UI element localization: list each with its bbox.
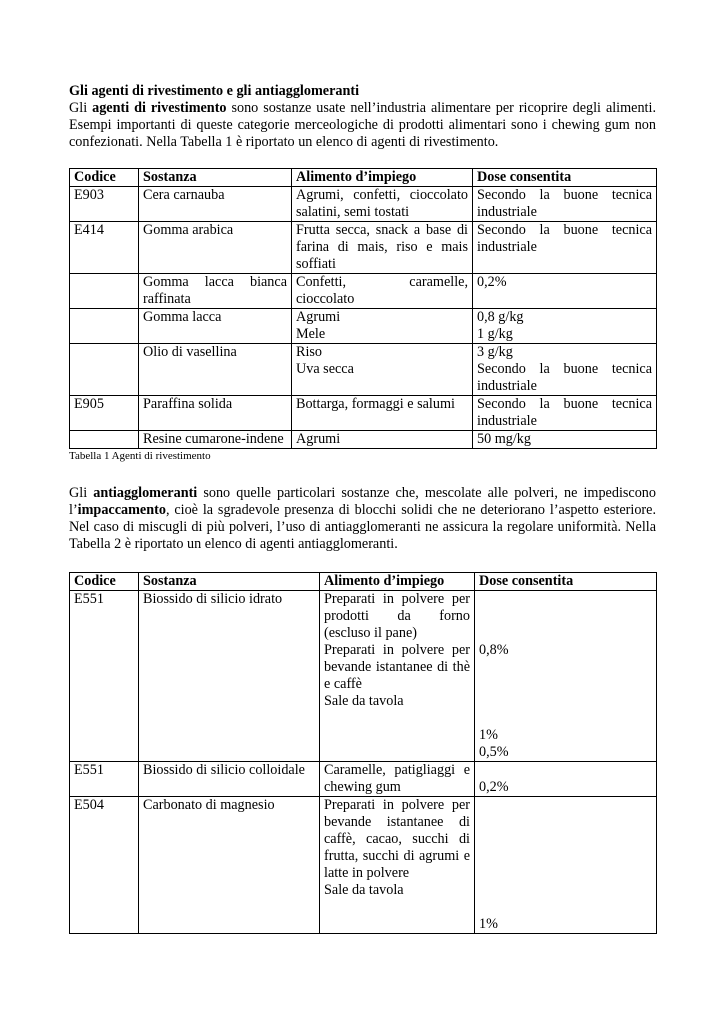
- table-row: [70, 396, 657, 431]
- cell-food: Bottarga, formaggi e salumi: [292, 396, 473, 431]
- anticaking-text-c: , cioè la sgradevole presenza di blocchi solidi che ne deteriorano l’aspetto esteriore. Nel caso di miscugli di più polveri, l’uso di antiagglomeranti ne assicura la regolare uniformità. Nella Tabella 2 è riportato un elenco di agenti antiagglomeranti.: [69, 502, 656, 552]
- cell-dose: [473, 344, 657, 396]
- cell-substance: Resine cumarone-indene: [139, 431, 292, 449]
- cell-food: Agrumi, confetti, cioccolato salatini, semi tostati: [292, 187, 473, 222]
- table-row: [70, 431, 657, 449]
- table-row: [70, 274, 657, 309]
- dose-line: 1%: [479, 916, 498, 932]
- cell-dose: 50 mg/kg: [473, 431, 657, 449]
- dose-line: Secondo la buone tecnica industriale: [477, 361, 652, 394]
- cell-code: E905: [70, 396, 139, 431]
- food-line: Riso: [296, 344, 323, 360]
- dose-line: 3 g/kg: [477, 344, 513, 360]
- dose-line: 0,8%: [479, 642, 509, 658]
- anticaking-bold-term: antiagglomeranti: [93, 485, 198, 501]
- cell-food: Frutta secca, snack a base di farina di mais, riso e mais soffiati: [292, 222, 473, 274]
- table-row: [70, 309, 657, 344]
- cell-dose: 0,2%: [473, 274, 657, 309]
- anticaking-text-a: Gli: [69, 485, 94, 501]
- intro-bold-term: agenti di rivestimento: [92, 100, 227, 116]
- food-line: Caramelle, patigliaggi e chewing gum: [324, 762, 470, 795]
- cell-code: E551: [70, 591, 139, 762]
- dose-line: 0,2%: [479, 779, 509, 795]
- coating-agents-table: [69, 168, 657, 449]
- header-substance: Sostanza: [139, 169, 292, 187]
- cell-code: [70, 309, 139, 344]
- dose-line: 1 g/kg: [477, 326, 513, 342]
- dose-line: 1%: [479, 727, 498, 743]
- cell-substance: Gomma lacca bianca raffinata: [139, 274, 292, 309]
- intro-text-b: sono sostanze usate nell’industria alimentare per ricoprire degli alimenti. Esempi importanti di queste categorie merceologiche di prodotti alimentari sono i chewing gum non confezionati. Nella Tabella 1 è riportato un elenco di agenti di rivestimento.: [69, 100, 656, 150]
- food-line: Uva secca: [296, 361, 354, 377]
- cell-dose: [473, 309, 657, 344]
- header-code: Codice: [70, 573, 139, 591]
- intro-text-a: Gli: [69, 100, 93, 116]
- header-food: Alimento d’impiego: [292, 169, 473, 187]
- food-line: Preparati in polvere per bevande istantanee di thè e caffè: [324, 642, 470, 692]
- table-row: [70, 344, 657, 396]
- cell-substance: Cera carnauba: [139, 187, 292, 222]
- cell-food: [320, 762, 475, 797]
- table-row: [70, 762, 657, 797]
- cell-substance: Gomma arabica: [139, 222, 292, 274]
- cell-dose: Secondo la buone tecnica industriale: [473, 396, 657, 431]
- header-dose: Dose consentita: [475, 573, 657, 591]
- cell-code: [70, 431, 139, 449]
- cell-food: [320, 797, 475, 934]
- cell-dose: [475, 797, 657, 934]
- food-line: Preparati in polvere per prodotti da forno (escluso il pane): [324, 591, 470, 641]
- cell-dose: [475, 591, 657, 762]
- cell-code: [70, 274, 139, 309]
- food-line: Sale da tavola: [324, 693, 404, 709]
- cell-food: Agrumi: [292, 431, 473, 449]
- table-header-row: [70, 573, 657, 591]
- section-title: Gli agenti di rivestimento e gli antiagglomeranti: [69, 83, 360, 99]
- cell-code: E903: [70, 187, 139, 222]
- cell-dose: Secondo la buone tecnica industriale: [473, 187, 657, 222]
- document-page: [69, 83, 656, 934]
- cell-substance: Gomma lacca: [139, 309, 292, 344]
- table-caption: Tabella 1 Agenti di rivestimento: [69, 450, 211, 462]
- cell-substance: Biossido di silicio colloidale: [139, 762, 320, 797]
- header-dose: Dose consentita: [473, 169, 657, 187]
- caking-bold-term: impaccamento: [77, 502, 166, 518]
- header-food: Alimento d’impiego: [320, 573, 475, 591]
- table-row: [70, 187, 657, 222]
- cell-substance: Carbonato di magnesio: [139, 797, 320, 934]
- cell-food: [292, 309, 473, 344]
- table-header-row: [70, 169, 657, 187]
- dose-line: 0,8 g/kg: [477, 309, 524, 325]
- cell-dose: Secondo la buone tecnica industriale: [473, 222, 657, 274]
- cell-food: Confetti, caramelle, cioccolato: [292, 274, 473, 309]
- intro-paragraph: [69, 100, 656, 151]
- food-line: Sale da tavola: [324, 882, 404, 898]
- cell-code: E551: [70, 762, 139, 797]
- anticaking-agents-table: [69, 572, 657, 934]
- header-substance: Sostanza: [139, 573, 320, 591]
- anticaking-text-b: sono quelle particolari sostanze che, mescolate alle polveri, ne impediscono l’: [69, 485, 656, 518]
- cell-code: E414: [70, 222, 139, 274]
- cell-code: E504: [70, 797, 139, 934]
- cell-food: [292, 344, 473, 396]
- header-code: Codice: [70, 169, 139, 187]
- table-row: [70, 222, 657, 274]
- dose-line: 0,5%: [479, 744, 509, 760]
- food-line: Preparati in polvere per bevande istantanee di caffè, cacao, succhi di frutta, succhi di agrumi e latte in polvere: [324, 797, 470, 881]
- anticaking-paragraph: [69, 485, 656, 553]
- cell-substance: Olio di vasellina: [139, 344, 292, 396]
- cell-code: [70, 344, 139, 396]
- cell-dose: [475, 762, 657, 797]
- table-row: [70, 797, 657, 934]
- table-row: [70, 591, 657, 762]
- cell-food: [320, 591, 475, 762]
- food-line: Agrumi: [296, 309, 341, 325]
- cell-substance: Biossido di silicio idrato: [139, 591, 320, 762]
- food-line: Mele: [296, 326, 326, 342]
- cell-substance: Paraffina solida: [139, 396, 292, 431]
